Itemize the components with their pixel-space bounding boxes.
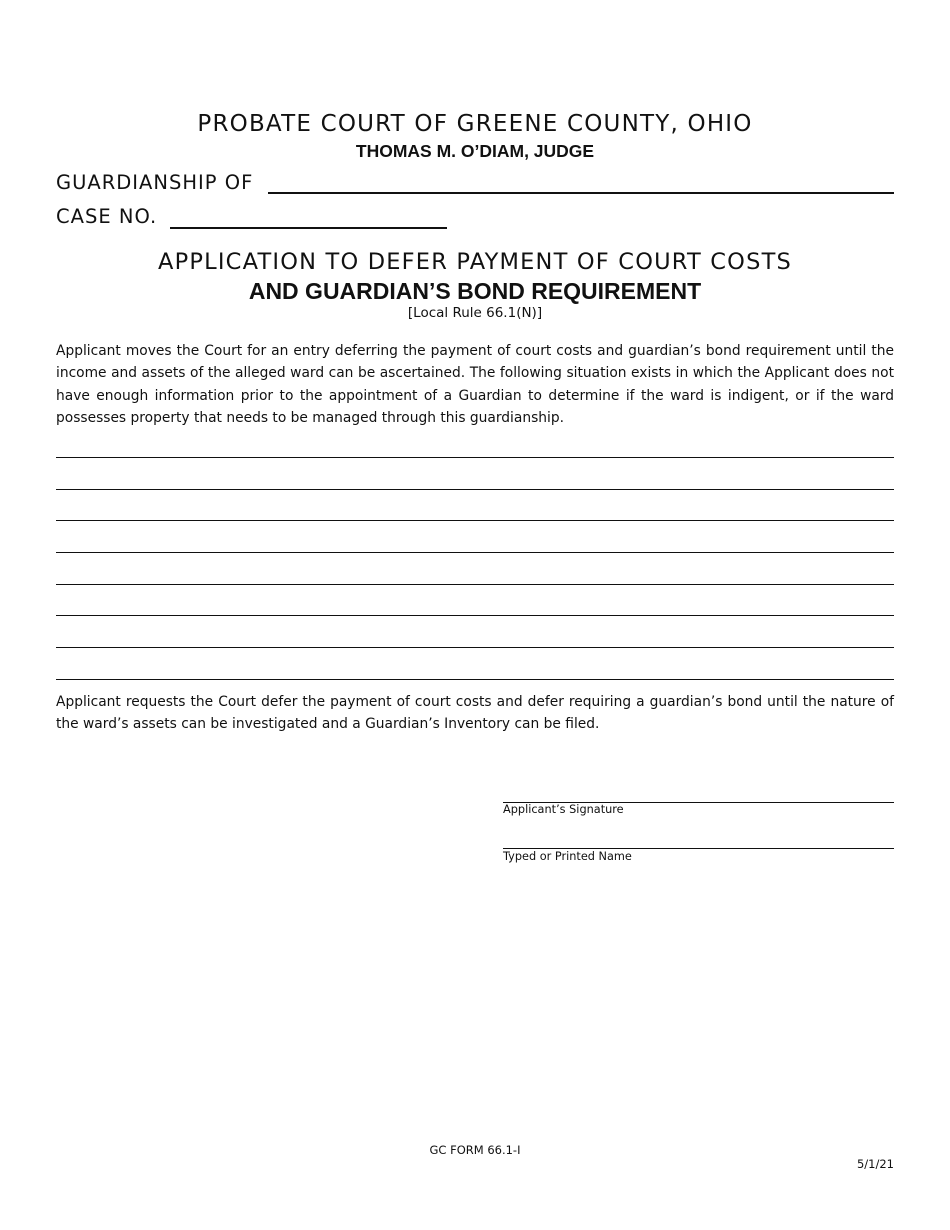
guardianship-of-field[interactable]: [268, 192, 894, 194]
application-title: APPLICATION TO DEFER PAYMENT OF COURT COSTS: [157, 249, 792, 275]
writing-line[interactable]: [56, 520, 894, 552]
request-paragraph: Applicant requests the Court defer the payment of court costs and defer requiring a guardian’s bond until the nature of the ward’s assets can be investigated and a Guardian’s Inventory can be filed.: [56, 694, 894, 733]
case-no-label: CASE NO.: [56, 205, 158, 228]
application-subtitle: AND GUARDIAN’S BOND REQUIREMENT: [248, 278, 702, 304]
local-rule-reference: [Local Rule 66.1(N)]: [407, 305, 543, 321]
case-no-field[interactable]: [170, 227, 447, 229]
form-date: 5/1/21: [856, 1157, 894, 1171]
form-code: GC FORM 66.1-I: [429, 1143, 521, 1157]
situation-writing-area[interactable]: [56, 457, 894, 680]
writing-line[interactable]: [56, 552, 894, 584]
writing-line[interactable]: [56, 584, 894, 616]
motion-paragraph: Applicant moves the Court for an entry deferring the payment of court costs and guardian’s bond requirement until the income and assets of the alleged ward can be ascertained. The following situation exists in which the Applicant does not have enough information prior to the appointment of a Guardian to determine if the ward is indigent, or if the ward possesses property that needs to be managed through this guardianship.: [56, 343, 894, 426]
writing-line[interactable]: [56, 457, 894, 489]
writing-line[interactable]: [56, 679, 894, 680]
writing-line[interactable]: [56, 615, 894, 647]
writing-line[interactable]: [56, 489, 894, 521]
printed-name-label: Typed or Printed Name: [503, 850, 632, 863]
writing-line[interactable]: [56, 647, 894, 679]
court-title: PROBATE COURT OF GREENE COUNTY, OHIO: [197, 111, 753, 137]
guardianship-of-label: GUARDIANSHIP OF: [56, 171, 254, 194]
printed-name-line[interactable]: [503, 848, 894, 849]
applicant-signature-label: Applicant’s Signature: [503, 803, 624, 816]
judge-name: THOMAS M. O’DIAM, JUDGE: [355, 141, 595, 161]
